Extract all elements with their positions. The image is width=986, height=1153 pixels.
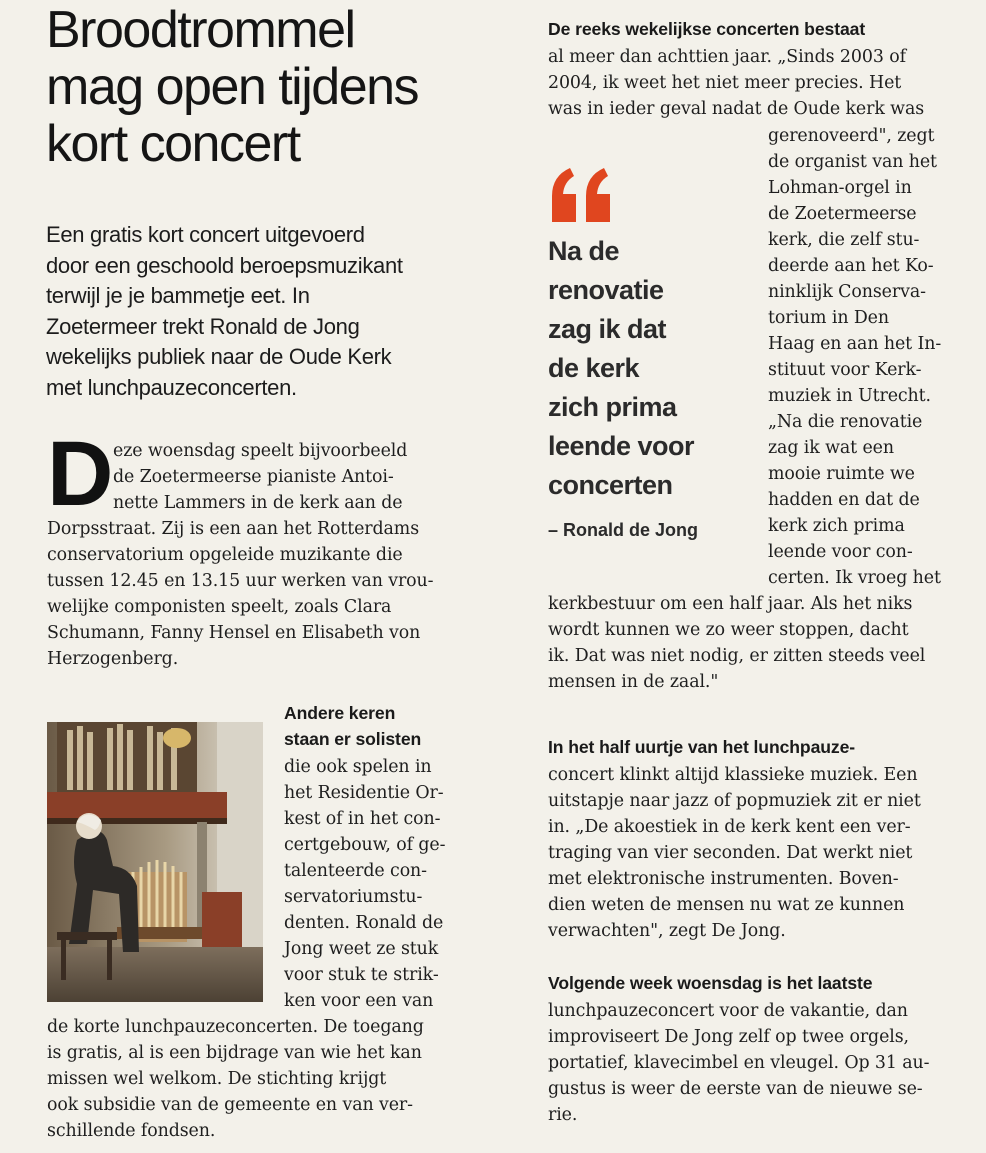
body-line: torium in Den [768,308,889,328]
body-line: zag ik wat een [768,438,894,458]
pull-quote-line: Na de [548,236,620,266]
body-line: lunchpauzeconcert voor de vakantie, dan [548,1001,908,1021]
body-line: Jong weet ze stuk [284,939,439,959]
body-line: Haag en aan het In- [768,334,942,354]
body-line: traging van vier seconden. Dat werkt niet [548,843,913,863]
lead-line: met lunchpauzeconcerten. [46,374,297,400]
quote-mark-left [552,168,576,222]
lead-line: Een gratis kort concert uitgevoerd [46,222,365,247]
body-line: kerk zich prima [768,516,905,536]
pull-quote-line: de kerk [548,353,640,383]
subhead-line: Volgende week woensdag is het laatste [548,973,873,993]
body-line: eze woensdag speelt bijvoorbeeld [113,441,408,461]
organist-photo-illustration [47,722,263,1002]
body-line: talenteerde con- [284,861,427,881]
body-line: nette Lammers in de kerk aan de [113,493,403,513]
body-line: het Residentie Or- [284,783,444,803]
body-line: kerk, die zelf stu- [768,230,920,250]
body-line: de Zoetermeerse [768,204,917,224]
organist-photo [47,722,263,1002]
body-line: welijke componisten speelt, zoals Clara [47,597,392,617]
body-line: Lohman-orgel in [768,178,912,198]
body-line: stituut voor Kerk- [768,360,922,380]
body-line: certgebouw, of ge- [284,835,446,855]
body-line: mooie ruimte we [768,464,915,484]
subhead-line: Andere keren [284,703,396,723]
body-line: verwachten", zegt De Jong. [548,921,786,941]
body-line: is gratis, al is een bijdrage van wie het kan [47,1043,422,1063]
pull-quote-line: zich prima [548,392,677,422]
subhead-line: De reeks wekelijkse concerten bestaat [548,19,866,39]
body-line: conservatorium opgeleide muzikante die [47,545,403,565]
body-line: de Zoetermeerse pianiste Antoi- [113,467,394,487]
drop-cap: D [47,423,110,525]
pull-quote-line: renovatie [548,275,664,305]
body-line: in. „De akoestiek in de kerk kent een ver- [548,817,911,837]
body-line: dien weten de mensen nu wat ze kunnen [548,895,905,915]
body-line: Schumann, Fanny Hensel en Elisabeth von [47,623,421,643]
lead-line: Zoetermeer trekt Ronald de Jong [46,313,360,339]
quote-mark-icon [548,166,618,226]
body-line: ken voor een van [284,991,434,1011]
body-line: portatief, klavecimbel en vleugel. Op 31 au- [548,1053,930,1073]
body-line: tussen 12.45 en 13.15 uur werken van vrou- [47,571,434,591]
body-line: gustus is weer de eerste van de nieuwe se- [548,1079,923,1099]
body-line: gerenoveerd", zegt [768,126,935,146]
lead-line: wekelijks publiek naar de Oude Kerk [46,344,392,370]
body-line: concert klinkt altijd klassieke muziek. Een [548,765,918,785]
body-line: muziek in Utrecht. [768,386,931,406]
pull-quote [548,232,758,505]
body-line: Herzogenberg. [47,649,179,669]
headline [46,2,516,173]
body-line: improviseert De Jong zelf op twee orgels, [548,1027,909,1047]
body-line: ook subsidie van de gemeente en van ver- [47,1095,413,1115]
body-line: „Na die renovatie [768,412,923,432]
quote-mark-svg [548,166,618,226]
body-line: al meer dan achttien jaar. „Sinds 2003 of [548,47,906,67]
body-line: kest of in het con- [284,809,441,829]
body-line: wordt kunnen we zo weer stoppen, dacht [548,620,909,640]
quote-mark-right [586,168,610,222]
subhead-line: staan er solisten [284,729,422,749]
body-line: de korte lunchpauzeconcerten. De toegang [47,1017,424,1037]
headline-line: mag open tijdens [46,58,419,116]
body-line: leende voor con- [768,542,913,562]
body-line: met elektronische instrumenten. Boven- [548,869,899,889]
body-line: mensen in de zaal." [548,672,719,692]
body-line: Dorpsstraat. Zij is een aan het Rotterdams [47,519,420,539]
body-line: 2004, ik weet het niet meer precies. Het [548,73,902,93]
pull-quote-line: leende voor [548,431,695,461]
body-line: missen wel welkom. De stichting krijgt [47,1069,387,1089]
body-line: certen. Ik vroeg het [768,568,941,588]
body-line: rie. [548,1105,578,1125]
body-line: schillende fondsen. [47,1121,216,1141]
body-line: deerde aan het Ko- [768,256,934,276]
lead-paragraph [46,220,496,404]
headline-line: Broodtrommel [46,1,355,59]
body-line: servatoriumstu- [284,887,423,907]
body-line: was in ieder geval nadat de Oude kerk was [548,99,925,119]
body-line: kerkbestuur om een half jaar. Als het niks [548,594,913,614]
body-line: die ook spelen in [284,757,432,777]
body-line: denten. Ronald de [284,913,444,933]
body-line: de organist van het [768,152,937,172]
pull-quote-line: concerten [548,470,673,500]
body-line: ik. Dat was niet nodig, er zitten steeds veel [548,646,926,666]
pull-quote-line: zag ik dat [548,314,667,344]
lead-line: door een geschoold beroepsmuzikant [46,252,403,278]
body-line: hadden en dat de [768,490,920,510]
headline-line: kort concert [46,115,300,173]
body-line: uitstapje naar jazz of popmuziek zit er niet [548,791,921,811]
lead-line: terwijl je je bammetje eet. In [46,283,310,309]
body-line: ninklijk Conserva- [768,282,926,302]
subhead-line: In het half uurtje van het lunchpauze- [548,737,856,757]
body-line: voor stuk te strik- [284,965,439,985]
pull-quote-attribution: – Ronald de Jong [548,520,699,540]
